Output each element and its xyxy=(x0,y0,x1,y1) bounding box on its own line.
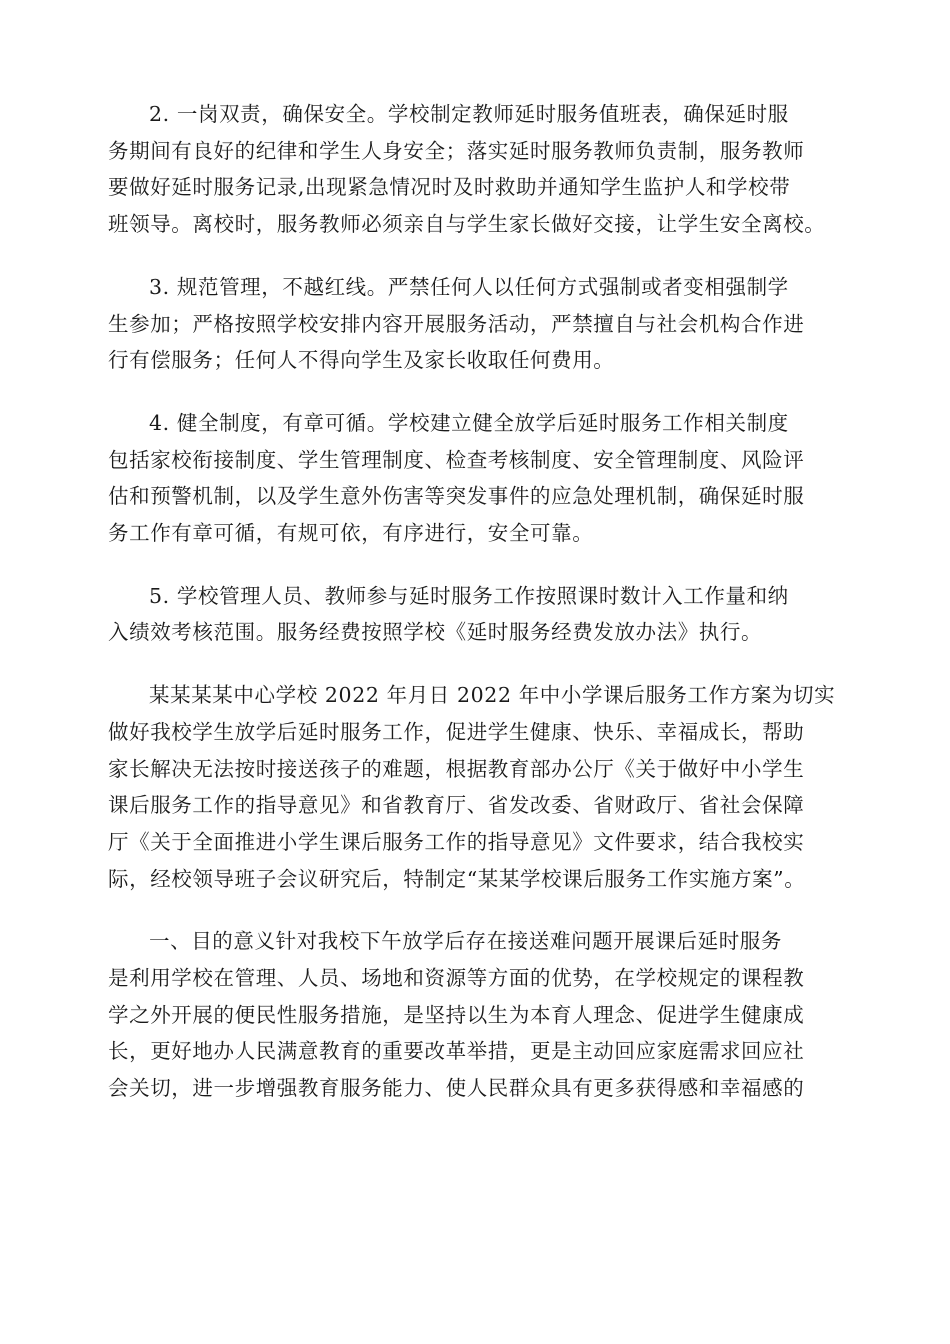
text-line: 3. 规范管理，不越红线。严禁任何人以任何方式强制或者变相强制学 xyxy=(149,274,789,299)
text-line: 入绩效考核范围。服务经费按照学校《延时服务经费发放办法》执行。 xyxy=(108,620,763,645)
document-body xyxy=(108,96,848,1133)
text-line: 生参加；严格按照学校安排内容开展服务活动，严禁擅自与社会机构合作进 xyxy=(108,311,805,336)
text-line: 是利用学校在管理、人员、场地和资源等方面的优势，在学校规定的课程教 xyxy=(108,966,805,991)
text-line: 际，经校领导班子会议研究后，特制定“某某学校课后服务工作实施方案”。 xyxy=(108,866,806,891)
paragraph-duty xyxy=(108,96,848,243)
paragraph-management xyxy=(108,269,848,379)
text-line: 家长解决无法按时接送孩子的难题，根据教育部办公厅《关于做好中小学生 xyxy=(108,756,805,781)
paragraph-system xyxy=(108,405,848,552)
text-line: 5. 学校管理人员、教师参与延时服务工作按照课时数计入工作量和纳 xyxy=(149,583,789,608)
text-line: 务工作有章可循，有规可依，有序进行，安全可靠。 xyxy=(108,521,594,546)
text-line: 估和预警机制，以及学生意外伤害等突发事件的应急处理机制，确保延时服 xyxy=(108,484,805,509)
text-line: 某某某某中心学校 2022 年月日 2022 年中小学课后服务工作方案为切实 xyxy=(149,683,836,708)
paragraph-plan-intro xyxy=(108,677,848,897)
paragraph-purpose xyxy=(108,923,848,1107)
text-line: 4. 健全制度，有章可循。学校建立健全放学后延时服务工作相关制度 xyxy=(149,410,789,435)
text-line: 务期间有良好的纪律和学生人身安全；落实延时服务教师负责制，服务教师 xyxy=(108,138,805,163)
text-line: 会关切，进一步增强教育服务能力、使人民群众具有更多获得感和幸福感的 xyxy=(108,1076,805,1101)
text-line: 课后服务工作的指导意见》和省教育厅、省发改委、省财政厅、省社会保障 xyxy=(108,793,805,818)
text-line: 厅《关于全面推进小学生课后服务工作的指导意见》文件要求，结合我校实 xyxy=(108,829,805,854)
text-line: 做好我校学生放学后延时服务工作，促进学生健康、快乐、幸福成长，帮助 xyxy=(108,719,805,744)
text-line: 2. 一岗双责，确保安全。学校制定教师延时服务值班表，确保延时服 xyxy=(149,102,789,126)
text-line: 班领导。离校时，服务教师必须亲自与学生家长做好交接，让学生安全离校。 xyxy=(108,212,826,237)
paragraph-workload xyxy=(108,578,848,651)
text-line: 要做好延时服务记录,出现紧急情况时及时救助并通知学生监护人和学校带 xyxy=(108,175,791,200)
text-line: 包括家校衔接制度、学生管理制度、检查考核制度、安全管理制度、风险评 xyxy=(108,447,805,472)
text-line: 行有偿服务；任何人不得向学生及家长收取任何费用。 xyxy=(108,348,615,373)
text-line: 一、目的意义针对我校下午放学后存在接送难问题开展课后延时服务 xyxy=(149,929,782,954)
text-line: 长，更好地办人民满意教育的重要改革举措，更是主动回应家庭需求回应社 xyxy=(108,1039,805,1064)
text-line: 学之外开展的便民性服务措施，是坚持以生为本育人理念、促进学生健康成 xyxy=(108,1002,805,1027)
